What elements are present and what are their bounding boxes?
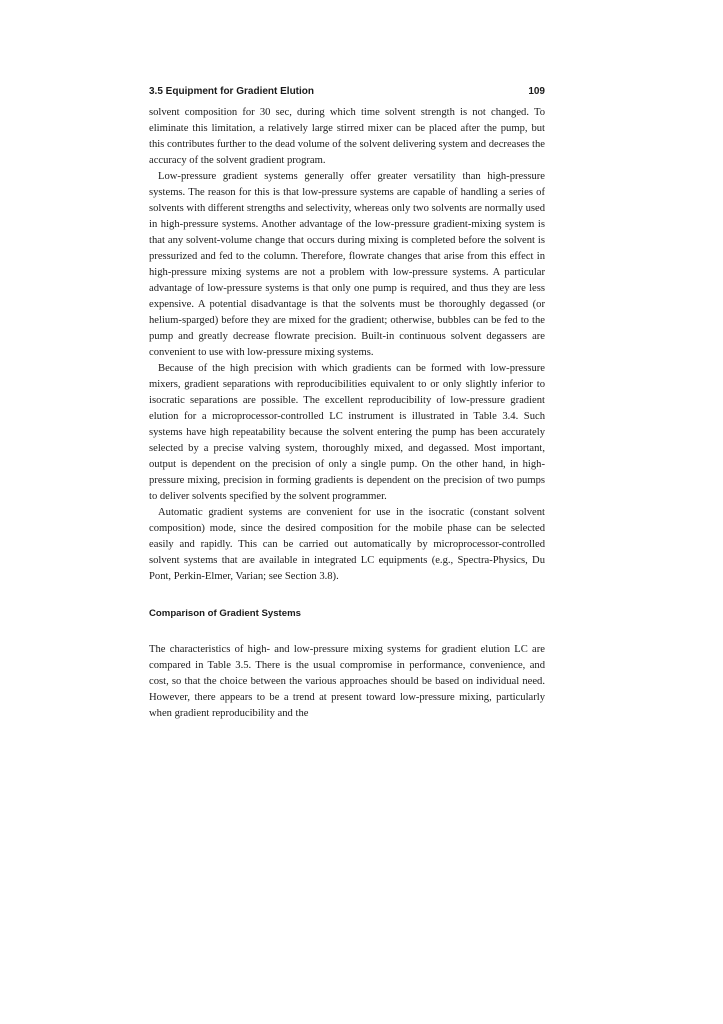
book-page bbox=[149, 86, 545, 722]
section-heading: Comparison of Gradient Systems bbox=[149, 608, 301, 619]
running-head-section: 3.5 Equipment for Gradient Elution bbox=[149, 86, 315, 97]
paragraph-continued: solvent composition for 30 sec, during which time solvent strength is not changed. To eliminate this limitation, a relatively large stirred mixer can be placed after the pump, but this contributes further to the dead volume of the solvent delivering system and decreases the accuracy of the solvent gradient program. bbox=[149, 107, 545, 166]
paragraph-precision: Because of the high precision with which gradients can be formed with low-pressure mixers, gradient separations with reproducibilities equivalent to or only slightly inferior to isocratic separations are possible. The excellent reproducibility of low-pressure gradient elution for a microprocessor-controlled LC instrument is illustrated in Table 3.4. Such systems have high repeatability because the solvent entering the pump has been accurately selected by a precise valving system, thoroughly mixed, and degassed. Most important, output is dependent on the precision of only a single pump. On the other hand, in high-pressure mixing, precision in forming gradients is dependent on the precision of two pumps to deliver solvents specified by the solvent programmer. bbox=[149, 363, 545, 502]
paragraph-comparison: The characteristics of high- and low-pressure mixing systems for gradient elution LC are compared in Table 3.5. There is the usual compromise in performance, convenience, and cost, so that the choice between the various approaches should be based on individual need. However, there appears to be a trend at present toward low-pressure mixing, particularly when gradient reproducibility and the bbox=[149, 644, 545, 719]
page-number: 109 bbox=[528, 86, 545, 97]
paragraph-isocratic-mode: Automatic gradient systems are convenient for use in the isocratic (constant solvent composition) mode, since the desired composition for the mobile phase can be selected easily and rapidly. This can be carried out automatically by microprocessor-controlled solvent systems that are available in integrated LC equipments (e.g., Spectra-Physics, Du Pont, Perkin-Elmer, Varian; see Section 3.8). bbox=[149, 507, 545, 582]
running-head bbox=[149, 86, 545, 100]
paragraph-low-pressure-versatility: Low-pressure gradient systems generally offer greater versatility than high-pressure systems. The reason for this is that low-pressure systems are capable of handling a series of solvents with different strengths and selectivity, whereas only two solvents are normally used in high-pressure systems. Another advantage of the low-pressure gradient-mixing system is that any solvent-volume change that occurs during mixing is completed before the solvent is pressurized and fed to the column. Therefore, flowrate changes that arise from this effect in high-pressure mixing systems are not a problem with low-pressure systems. A particular advantage of low-pressure systems is that only one pump is required, and thus they are less expensive. A potential disadvantage is that the solvents must be thoroughly degassed (or helium-sparged) before they are mixed for the gradient; otherwise, bubbles can be fed to the pump and greatly decrease flowrate precision. Built-in continuous solvent degassers are convenient to use with low-pressure mixing systems. bbox=[149, 171, 545, 358]
